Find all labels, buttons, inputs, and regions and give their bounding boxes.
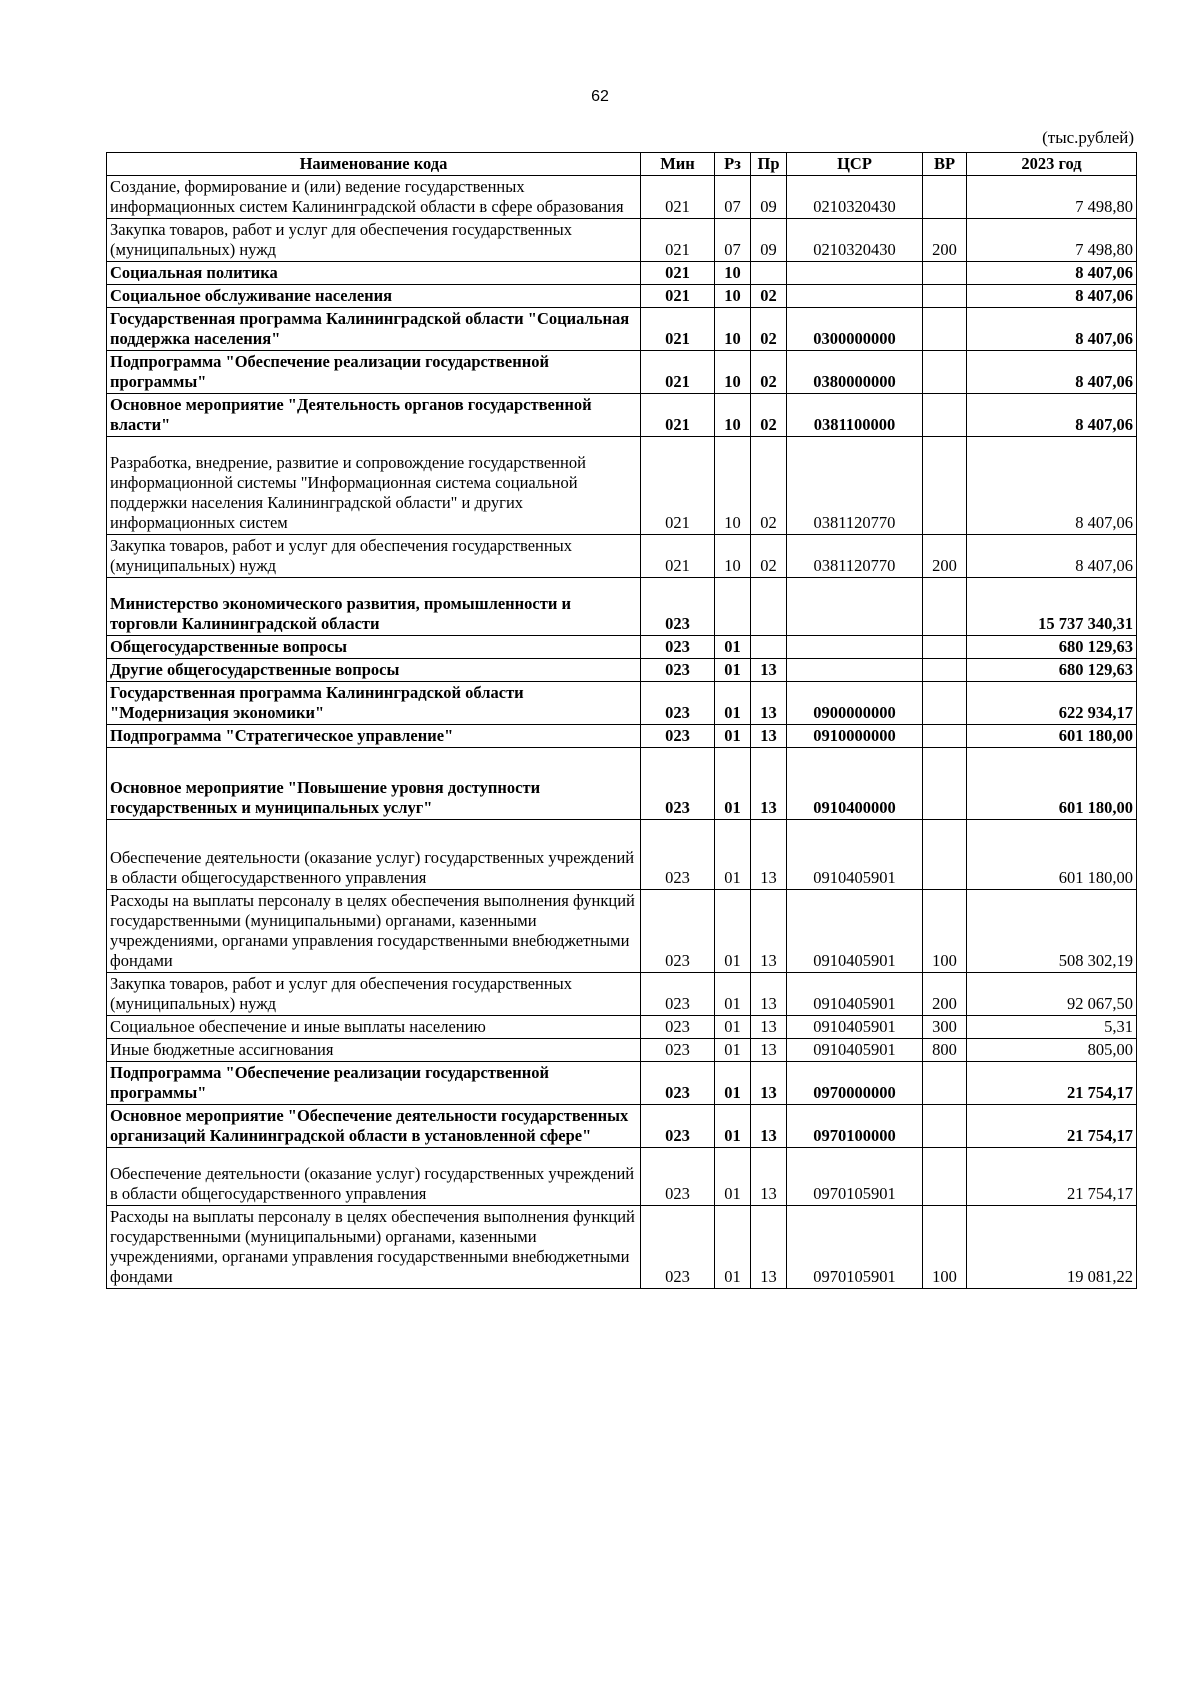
cell-name: Общегосударственные вопросы <box>107 636 641 659</box>
cell-amount: 8 407,06 <box>967 535 1137 578</box>
cell-amount: 19 081,22 <box>967 1206 1137 1289</box>
cell-csr: 0970100000 <box>787 1105 923 1148</box>
units-label: (тыс.рублей) <box>1042 128 1134 147</box>
cell-pr: 02 <box>751 308 787 351</box>
cell-pr: 13 <box>751 725 787 748</box>
cell-csr: 0210320430 <box>787 219 923 262</box>
table-row <box>107 820 1137 890</box>
cell-amount: 805,00 <box>967 1039 1137 1062</box>
table-row <box>107 437 1137 535</box>
cell-min: 023 <box>641 1016 715 1039</box>
cell-min: 023 <box>641 725 715 748</box>
cell-amount: 21 754,17 <box>967 1062 1137 1105</box>
cell-min: 021 <box>641 351 715 394</box>
cell-min: 023 <box>641 682 715 725</box>
cell-rz: 01 <box>715 1016 751 1039</box>
cell-vr <box>923 1062 967 1105</box>
cell-rz <box>715 578 751 636</box>
cell-rz: 07 <box>715 176 751 219</box>
cell-pr: 13 <box>751 890 787 973</box>
cell-rz: 01 <box>715 1105 751 1148</box>
cell-amount: 8 407,06 <box>967 437 1137 535</box>
cell-min: 023 <box>641 1105 715 1148</box>
cell-min: 023 <box>641 659 715 682</box>
cell-amount: 680 129,63 <box>967 659 1137 682</box>
cell-amount: 622 934,17 <box>967 682 1137 725</box>
table-row <box>107 1039 1137 1062</box>
cell-rz: 01 <box>715 636 751 659</box>
cell-min: 021 <box>641 308 715 351</box>
header-name: Наименование кода <box>107 153 641 176</box>
cell-amount: 21 754,17 <box>967 1148 1137 1206</box>
cell-amount: 680 129,63 <box>967 636 1137 659</box>
cell-rz: 01 <box>715 1039 751 1062</box>
cell-rz: 10 <box>715 394 751 437</box>
table-row <box>107 1206 1137 1289</box>
cell-vr: 100 <box>923 1206 967 1289</box>
cell-min: 021 <box>641 176 715 219</box>
cell-amount: 8 407,06 <box>967 394 1137 437</box>
cell-csr: 0910405901 <box>787 820 923 890</box>
cell-rz: 01 <box>715 682 751 725</box>
table-row <box>107 725 1137 748</box>
cell-pr: 02 <box>751 535 787 578</box>
cell-amount: 601 180,00 <box>967 725 1137 748</box>
cell-pr: 02 <box>751 351 787 394</box>
cell-name: Основное мероприятие "Деятельность органов государственной власти" <box>107 394 641 437</box>
cell-vr <box>923 176 967 219</box>
cell-min: 023 <box>641 820 715 890</box>
cell-rz: 07 <box>715 219 751 262</box>
cell-csr: 0910405901 <box>787 1039 923 1062</box>
cell-name: Создание, формирование и (или) ведение государственных информационных систем Калининградской области в сфере образования <box>107 176 641 219</box>
header-pr: Пр <box>751 153 787 176</box>
cell-amount: 8 407,06 <box>967 308 1137 351</box>
cell-rz: 01 <box>715 890 751 973</box>
table-row <box>107 890 1137 973</box>
cell-rz: 10 <box>715 262 751 285</box>
cell-csr: 0970105901 <box>787 1206 923 1289</box>
cell-amount: 601 180,00 <box>967 820 1137 890</box>
cell-min: 021 <box>641 219 715 262</box>
cell-pr: 02 <box>751 285 787 308</box>
cell-amount: 92 067,50 <box>967 973 1137 1016</box>
cell-rz: 01 <box>715 725 751 748</box>
table-row <box>107 659 1137 682</box>
cell-pr: 13 <box>751 973 787 1016</box>
header-amount: 2023 год <box>967 153 1137 176</box>
cell-name: Обеспечение деятельности (оказание услуг) государственных учреждений в области общегосударственного управления <box>107 1148 641 1206</box>
cell-name: Подпрограмма "Обеспечение реализации государственной программы" <box>107 1062 641 1105</box>
cell-rz: 01 <box>715 1148 751 1206</box>
cell-min: 023 <box>641 890 715 973</box>
cell-min: 023 <box>641 1062 715 1105</box>
cell-csr: 0910405901 <box>787 890 923 973</box>
table-row <box>107 1148 1137 1206</box>
cell-pr <box>751 636 787 659</box>
table-row <box>107 973 1137 1016</box>
cell-amount: 7 498,80 <box>967 176 1137 219</box>
table-row <box>107 262 1137 285</box>
budget-table <box>106 152 1137 1289</box>
table-header <box>107 153 1137 176</box>
cell-rz: 10 <box>715 437 751 535</box>
cell-vr <box>923 394 967 437</box>
cell-csr: 0970000000 <box>787 1062 923 1105</box>
cell-vr: 300 <box>923 1016 967 1039</box>
cell-vr <box>923 285 967 308</box>
cell-rz: 10 <box>715 285 751 308</box>
cell-name: Государственная программа Калининградской области "Модернизация экономики" <box>107 682 641 725</box>
cell-amount: 15 737 340,31 <box>967 578 1137 636</box>
cell-min: 021 <box>641 285 715 308</box>
table-row <box>107 176 1137 219</box>
cell-rz: 10 <box>715 308 751 351</box>
table-row <box>107 535 1137 578</box>
cell-pr: 13 <box>751 1062 787 1105</box>
cell-vr <box>923 578 967 636</box>
cell-csr <box>787 636 923 659</box>
cell-name: Закупка товаров, работ и услуг для обеспечения государственных (муниципальных) нужд <box>107 535 641 578</box>
cell-pr: 13 <box>751 659 787 682</box>
cell-csr <box>787 659 923 682</box>
cell-vr <box>923 351 967 394</box>
cell-vr: 800 <box>923 1039 967 1062</box>
table-body <box>107 176 1137 1289</box>
cell-name: Социальное обслуживание населения <box>107 285 641 308</box>
cell-pr <box>751 262 787 285</box>
cell-csr: 0910405901 <box>787 1016 923 1039</box>
cell-pr: 02 <box>751 437 787 535</box>
cell-vr <box>923 725 967 748</box>
cell-pr: 13 <box>751 1016 787 1039</box>
table-row <box>107 682 1137 725</box>
cell-rz: 01 <box>715 973 751 1016</box>
cell-vr <box>923 1105 967 1148</box>
cell-amount: 7 498,80 <box>967 219 1137 262</box>
cell-amount: 601 180,00 <box>967 748 1137 820</box>
table-row <box>107 636 1137 659</box>
cell-csr: 0910000000 <box>787 725 923 748</box>
cell-name: Закупка товаров, работ и услуг для обеспечения государственных (муниципальных) нужд <box>107 219 641 262</box>
page-number: 62 <box>591 88 609 105</box>
cell-csr <box>787 262 923 285</box>
header-rz: Рз <box>715 153 751 176</box>
cell-amount: 21 754,17 <box>967 1105 1137 1148</box>
cell-name: Закупка товаров, работ и услуг для обеспечения государственных (муниципальных) нужд <box>107 973 641 1016</box>
cell-min: 021 <box>641 535 715 578</box>
cell-name: Расходы на выплаты персоналу в целях обеспечения выполнения функций государственными (муниципальными) органами, казенными учреждениями, органами управления государственными внебюджетными фондами <box>107 1206 641 1289</box>
cell-vr <box>923 437 967 535</box>
cell-name: Основное мероприятие "Обеспечение деятельности государственных организаций Калининградской области в установленной сфере" <box>107 1105 641 1148</box>
cell-name: Социальное обеспечение и иные выплаты населению <box>107 1016 641 1039</box>
cell-pr: 13 <box>751 820 787 890</box>
cell-csr: 0910405901 <box>787 973 923 1016</box>
cell-vr <box>923 748 967 820</box>
cell-rz: 01 <box>715 1206 751 1289</box>
cell-pr <box>751 578 787 636</box>
cell-min: 023 <box>641 973 715 1016</box>
cell-pr: 13 <box>751 1039 787 1062</box>
header-vr: ВР <box>923 153 967 176</box>
cell-name: Обеспечение деятельности (оказание услуг) государственных учреждений в области общегосударственного управления <box>107 820 641 890</box>
cell-name: Социальная политика <box>107 262 641 285</box>
cell-vr <box>923 682 967 725</box>
cell-rz: 01 <box>715 1062 751 1105</box>
cell-csr: 0381120770 <box>787 535 923 578</box>
cell-csr: 0381100000 <box>787 394 923 437</box>
cell-pr: 09 <box>751 219 787 262</box>
cell-name: Подпрограмма "Обеспечение реализации государственной программы" <box>107 351 641 394</box>
cell-rz: 10 <box>715 351 751 394</box>
cell-vr: 100 <box>923 890 967 973</box>
cell-amount: 8 407,06 <box>967 262 1137 285</box>
cell-amount: 5,31 <box>967 1016 1137 1039</box>
table-row <box>107 578 1137 636</box>
cell-pr: 02 <box>751 394 787 437</box>
table-row <box>107 285 1137 308</box>
cell-name: Государственная программа Калининградской области "Социальная поддержка населения" <box>107 308 641 351</box>
cell-name: Расходы на выплаты персоналу в целях обеспечения выполнения функций государственными (муниципальными) органами, казенными учреждениями, органами управления государственными внебюджетными фондами <box>107 890 641 973</box>
cell-name: Другие общегосударственные вопросы <box>107 659 641 682</box>
cell-csr: 0381120770 <box>787 437 923 535</box>
cell-rz: 01 <box>715 659 751 682</box>
cell-rz: 01 <box>715 820 751 890</box>
cell-csr <box>787 285 923 308</box>
header-row <box>107 153 1137 176</box>
cell-min: 023 <box>641 636 715 659</box>
cell-csr: 0970105901 <box>787 1148 923 1206</box>
cell-rz: 01 <box>715 748 751 820</box>
cell-name: Министерство экономического развития, промышленности и торговли Калининградской области <box>107 578 641 636</box>
cell-pr: 13 <box>751 748 787 820</box>
table-row <box>107 219 1137 262</box>
cell-name: Основное мероприятие "Повышение уровня доступности государственных и муниципальных услуг" <box>107 748 641 820</box>
cell-csr: 0210320430 <box>787 176 923 219</box>
cell-vr: 200 <box>923 973 967 1016</box>
header-min: Мин <box>641 153 715 176</box>
cell-vr <box>923 659 967 682</box>
table-row <box>107 308 1137 351</box>
cell-min: 023 <box>641 1206 715 1289</box>
cell-pr: 13 <box>751 1206 787 1289</box>
cell-name: Подпрограмма "Стратегическое управление" <box>107 725 641 748</box>
table-row <box>107 1105 1137 1148</box>
cell-min: 021 <box>641 262 715 285</box>
cell-vr <box>923 636 967 659</box>
cell-min: 023 <box>641 1039 715 1062</box>
cell-amount: 508 302,19 <box>967 890 1137 973</box>
table-row <box>107 748 1137 820</box>
cell-min: 023 <box>641 748 715 820</box>
cell-vr <box>923 1148 967 1206</box>
cell-pr: 13 <box>751 1148 787 1206</box>
cell-csr: 0380000000 <box>787 351 923 394</box>
cell-csr: 0900000000 <box>787 682 923 725</box>
cell-vr <box>923 262 967 285</box>
cell-min: 021 <box>641 394 715 437</box>
table-row <box>107 1016 1137 1039</box>
cell-amount: 8 407,06 <box>967 351 1137 394</box>
cell-csr: 0300000000 <box>787 308 923 351</box>
cell-amount: 8 407,06 <box>967 285 1137 308</box>
cell-min: 021 <box>641 437 715 535</box>
cell-csr <box>787 578 923 636</box>
cell-csr: 0910400000 <box>787 748 923 820</box>
cell-name: Иные бюджетные ассигнования <box>107 1039 641 1062</box>
header-csr: ЦСР <box>787 153 923 176</box>
cell-name: Разработка, внедрение, развитие и сопровождение государственной информационной системы "Информационная система социальной поддержки населения Калининградской области" и других информационных систем <box>107 437 641 535</box>
table-row <box>107 351 1137 394</box>
cell-pr: 09 <box>751 176 787 219</box>
cell-vr <box>923 820 967 890</box>
cell-pr: 13 <box>751 682 787 725</box>
table-row <box>107 394 1137 437</box>
cell-vr <box>923 308 967 351</box>
cell-vr: 200 <box>923 535 967 578</box>
table-row <box>107 1062 1137 1105</box>
cell-pr: 13 <box>751 1105 787 1148</box>
cell-min: 023 <box>641 578 715 636</box>
cell-min: 023 <box>641 1148 715 1206</box>
cell-vr: 200 <box>923 219 967 262</box>
cell-rz: 10 <box>715 535 751 578</box>
